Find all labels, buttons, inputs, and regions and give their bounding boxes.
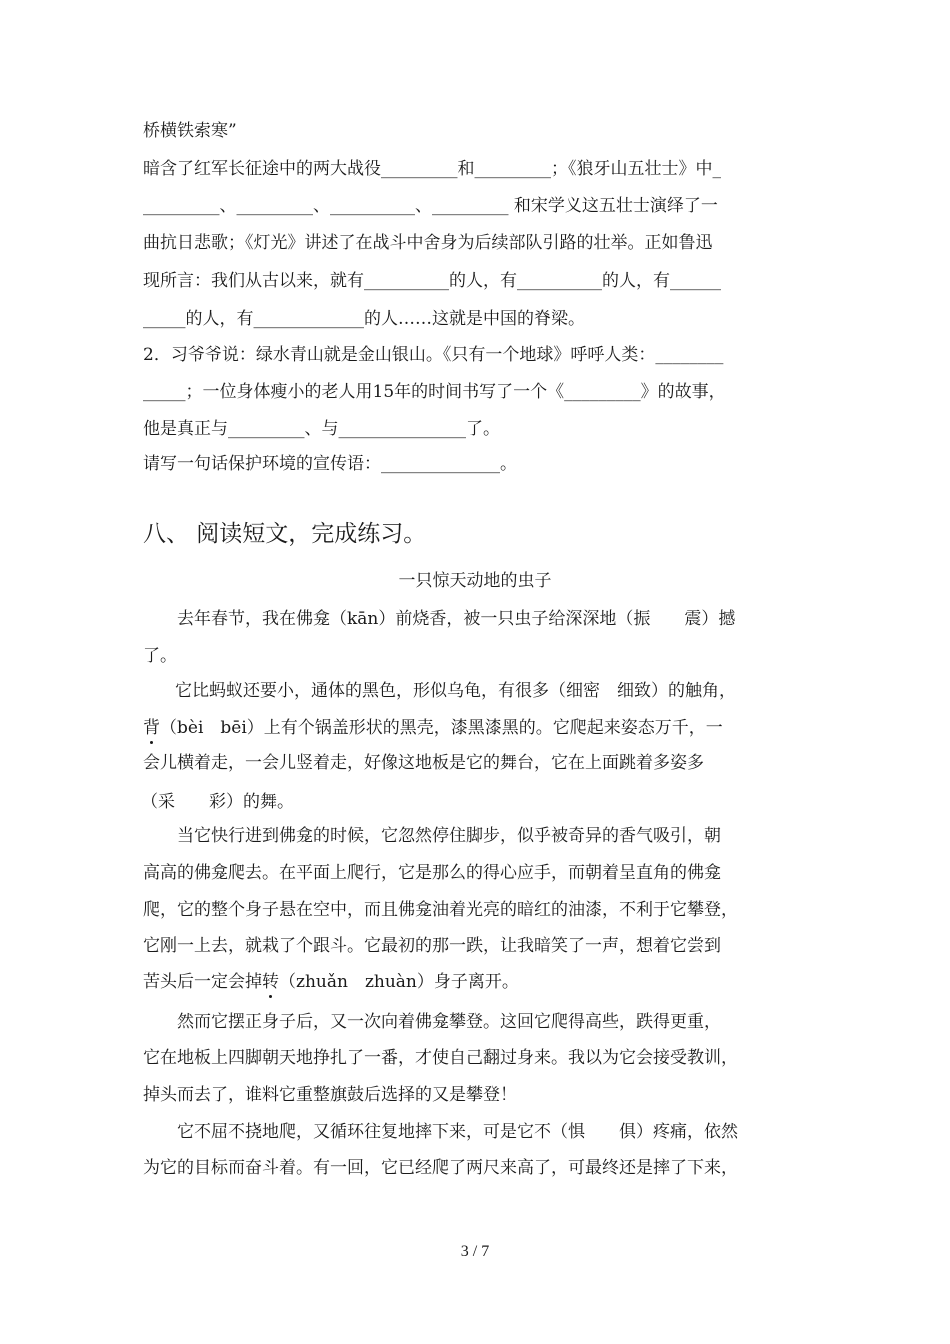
text-line: _____的人，有_____________的人……这就是中国的脊梁。 xyxy=(143,309,585,329)
text-line: 去年春节，我在佛龛（kān）前烧香，被一只虫子给深深地（振 震）撼 xyxy=(177,609,736,629)
text-line xyxy=(143,970,808,994)
passage-title: 一只惊天动地的虫子 xyxy=(398,571,552,591)
text-line: 现所言：我们从古以来，就有__________的人，有__________的人，有______ xyxy=(143,271,721,291)
text-line: 爬，它的整个身子悬在空中，而且佛龛油着光亮的暗红的油漆，不利于它攀登， xyxy=(143,900,738,920)
text-line: 会儿横着走，一会儿竖着走，好像这地板是它的舞台，它在上面跳着多姿多 xyxy=(143,753,704,773)
text-line: 暗含了红军长征途中的两大战役_________和_________；《狼牙山五壮士》中_ xyxy=(143,159,721,179)
section-heading: 八、 阅读短文，完成练习。 xyxy=(143,521,427,547)
text-line: 桥横铁索寒” xyxy=(143,121,237,141)
dotted-char: 转 xyxy=(262,972,279,992)
text-line: （采 彩）的舞。 xyxy=(141,792,294,812)
text-line: 他是真正与_________、与_______________了。 xyxy=(143,419,500,439)
text-line: 为它的目标而奋斗着。有一回，它已经爬了两尺来高了，可最终还是摔了下来， xyxy=(143,1158,738,1178)
text-line: _____；一位身体瘦小的老人用15年的时间书写了一个《_________》的故事， xyxy=(143,382,726,402)
text-line: 它不屈不挠地爬，又循环往复地摔下来，可是它不（惧 俱）疼痛，依然 xyxy=(177,1122,738,1142)
text-line: _________、_________、__________、_________ 和宋学义这五壮士演绎了一 xyxy=(143,196,718,216)
page-number: 3 / 7 xyxy=(460,1243,490,1260)
dotted-char: 背 xyxy=(143,718,160,738)
text-line xyxy=(143,716,808,740)
text-line: 请写一句话保护环境的宣传语：______________。 xyxy=(143,454,517,474)
text-line: 曲抗日悲歌；《灯光》讲述了在战斗中舍身为后续部队引路的壮举。正如鲁迅 xyxy=(143,233,713,253)
text-segment: （zhuǎn zhuàn）身子离开。 xyxy=(279,972,519,992)
text-line: 掉头而去了，谁料它重整旗鼓后选择的又是攀登！ xyxy=(143,1085,517,1105)
text-line: 了。 xyxy=(143,646,177,666)
text-line: 当它快行进到佛龛的时候，它忽然停住脚步，似乎被奇异的香气吸引，朝 xyxy=(177,826,721,846)
text-segment: 苦头后一定会掉 xyxy=(143,972,262,992)
text-line: 它在地板上四脚朝天地挣扎了一番，才使自己翻过身来。我以为它会接受教训， xyxy=(143,1048,738,1068)
text-line: 2．习爷爷说：绿水青山就是金山银山。《只有一个地球》呼呼人类：________ xyxy=(143,345,724,365)
text-line: 它刚一上去，就栽了个跟斗。它最初的那一跌，让我暗笑了一声，想着它尝到 xyxy=(143,936,721,956)
text-line: 高高的佛龛爬去。在平面上爬行，它是那么的得心应手，而朝着呈直角的佛龛 xyxy=(143,863,721,883)
text-line: 然而它摆正身子后，又一次向着佛龛攀登。这回它爬得高些，跌得更重， xyxy=(177,1012,721,1032)
text-line: 它比蚂蚁还要小，通体的黑色，形似乌龟，有很多（细密 细致）的触角， xyxy=(175,681,736,701)
text-segment: （bèi bēi）上有个锅盖形状的黑壳，漆黑漆黑的。它爬起来姿态万千，一 xyxy=(160,718,723,738)
